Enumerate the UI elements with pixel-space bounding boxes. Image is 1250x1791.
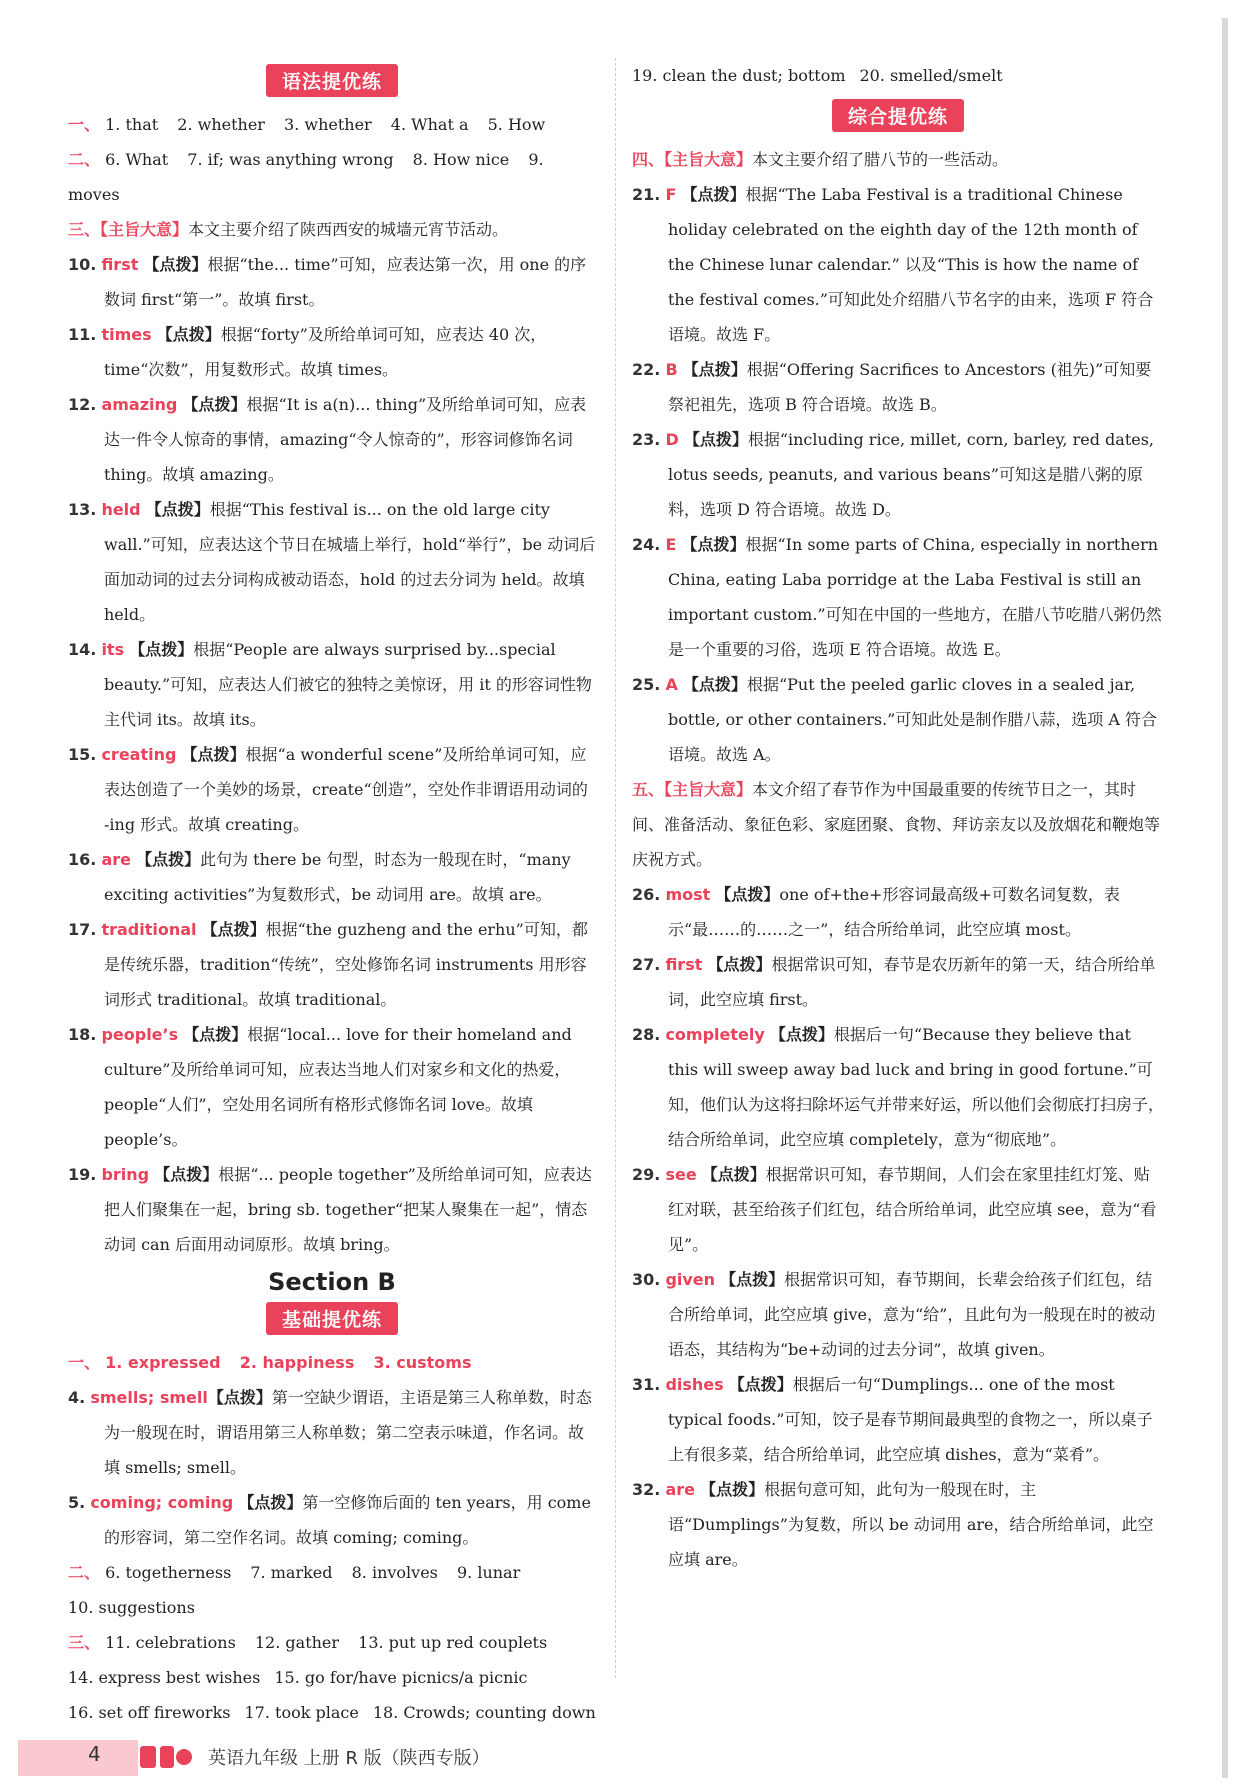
group-2: 二、 6. What 7. if; was anything wrong 8. How nice 9. moves	[68, 150, 544, 204]
page-edge	[1222, 18, 1228, 1778]
answer-15: 15. creating 【点拨】根据“a wonderful scene”及所给单词可知，应表达创造了一个美妙的场景，create“创造”，空处作非谓语用动词的 -ing 形式。故填 creating。	[68, 745, 588, 834]
answer-16: 16. are 【点拨】此句为 there be 句型，时态为一般现在时，“many exciting activities”为复数形式，be 动词用 are。故填 are。	[68, 850, 571, 904]
answer-18: 18. people’s 【点拨】根据“local... love for their homeland and culture”及所给单词可知，应表达当地人们对家乡和文化的热爱，people“人们”，空处用名词所有格形式修饰名词 love。故填 people’s。	[68, 1025, 572, 1149]
group-3-summary: 三、【主旨大意】本文主要介绍了陕西西安的城墙元宵节活动。	[68, 220, 509, 239]
basic-group-1: 一、 1. expressed 2. happiness 3. customs	[68, 1353, 472, 1372]
answer-25: 25. A 【点拨】根据“Put the peeled garlic cloves in a sealed jar, bottle, or other containers.”可知此处是制作腊八蒜，选项 A 符合语境。故选 A。	[632, 675, 1158, 764]
answer-32: 32. are 【点拨】根据句意可知，此句为一般现在时，主语“Dumplings”为复数，所以 be 动词用 are，结合所给单词，此空应填 are。	[632, 1480, 1154, 1569]
left-column	[68, 58, 596, 1730]
section-b-title: Section B	[268, 1268, 396, 1296]
answer-27: 27. first 【点拨】根据常识可知，春节是农历新年的第一天，结合所给单词，此空应填 first。	[632, 955, 1156, 1009]
page-number: 4	[88, 1742, 101, 1766]
basic-group-3b: 14. express best wishes 15. go for/have picnics/a picnic	[68, 1668, 528, 1687]
banner-grammar: 语法提优练	[266, 64, 398, 97]
answer-17: 17. traditional 【点拨】根据“the guzheng and the erhu”可知，都是传统乐器，tradition“传统”，空处修饰名词 instruments 用形容词形式 traditional。故填 traditional。	[68, 920, 588, 1009]
page-footer	[18, 1740, 538, 1776]
basic-group-2b: 10. suggestions	[68, 1598, 195, 1617]
answer-24: 24. E 【点拨】根据“In some parts of China, especially in northern China, eating Laba porridge at the Laba Festival is still an important custom.”可知在中国的一些地方，在腊八节吃腊八粥仍然是一个重要的习俗，选项 E 符合语境。故选 E。	[632, 535, 1162, 659]
group-4-summary: 四、【主旨大意】本文主要介绍了腊八节的一些活动。	[632, 150, 1009, 169]
answer-30: 30. given 【点拨】根据常识可知，春节期间，长辈会给孩子们红包，结合所给单词，此空应填 give，意为“给”，且此句为一般现在时的被动语态，其结构为“be+动词的过去分词”，故填 given。	[632, 1270, 1156, 1359]
banner-basic: 基础提优练	[266, 1302, 398, 1335]
page-number-tab	[18, 1740, 138, 1776]
answer-31: 31. dishes 【点拨】根据后一句“Dumplings... one of the most typical foods.”可知，饺子是春节期间最典型的食物之一，所以桌子上有很多菜，结合所给单词，此空应填 dishes，意为“菜肴”。	[632, 1375, 1153, 1464]
answer-11: 11. times 【点拨】根据“forty”及所给单词可知，应表达 40 次，time“次数”，用复数形式。故填 times。	[68, 325, 547, 379]
answer-12: 12. amazing 【点拨】根据“It is a(n)... thing”及所给单词可知，应表达一件令人惊奇的事情，amazing“令人惊奇的”，形容词修饰名词 thing。故填 amazing。	[68, 395, 587, 484]
answer-26: 26. most 【点拨】one of+the+形容词最高级+可数名词复数，表示“最……的……之一”，结合所给单词，此空应填 most。	[632, 885, 1120, 939]
basic-answer-4: 4. smells; smell【点拨】第一空缺少谓语，主语是第三人称单数，时态为一般现在时，谓语用第三人称单数；第二空表示味道，作名词。故填 smells; smell。	[68, 1388, 592, 1477]
group-1: 一、 1. that 2. whether 3. whether 4. What a 5. How	[68, 115, 546, 134]
answer-21: 21. F 【点拨】根据“The Laba Festival is a traditional Chinese holiday celebrated on the eighth day of the 12th month of the Chinese lunar calendar.” 以及“This is how the name of the festival comes.”可知此处介绍腊八节名字的由来，选项 F 符合语境。故选 F。	[632, 185, 1154, 344]
column-divider	[615, 58, 616, 1678]
answers-19-20: 19. clean the dust; bottom 20. smelled/smelt	[632, 66, 1003, 85]
footer-book-title: 英语九年级 上册 R 版（陕西专版）	[208, 1748, 490, 1769]
banner-comprehensive: 综合提优练	[832, 99, 964, 132]
publisher-logo-icon	[136, 1740, 196, 1774]
basic-group-3: 三、 11. celebrations 12. gather 13. put up red couplets	[68, 1633, 548, 1652]
answer-10: 10. first 【点拨】根据“the... time”可知，应表达第一次，用 one 的序数词 first“第一”。故填 first。	[68, 255, 587, 309]
group-5-summary: 五、【主旨大意】本文介绍了春节作为中国最重要的传统节日之一，其时间、准备活动、象征色彩、家庭团聚、食物、拜访亲友以及放烟花和鞭炮等庆祝方式。	[632, 780, 1161, 869]
answer-28: 28. completely 【点拨】根据后一句“Because they believe that this will sweep away bad luck and bring in good fortune.”可知，他们认为这将扫除坏运气并带来好运，所以他们会彻底打扫房子，结合所给单词，此空应填 completely，意为“彻底地”。	[632, 1025, 1165, 1149]
right-column	[632, 58, 1164, 1577]
answer-13: 13. held 【点拨】根据“This festival is... on the old large city wall.”可知，应表达这个节日在城墙上举行，hold“举行”，be 动词后面加动词的过去分词构成被动语态，hold 的过去分词为 held。故填 held。	[68, 500, 596, 624]
basic-group-3c: 16. set off fireworks 17. took place 18. Crowds; counting down	[68, 1703, 596, 1722]
answer-29: 29. see 【点拨】根据常识可知，春节期间，人们会在家里挂红灯笼、贴红对联，甚至给孩子们红包，结合所给单词，此空应填 see，意为“看见”。	[632, 1165, 1157, 1254]
answer-22: 22. B 【点拨】根据“Offering Sacrifices to Ancestors (祖先)”可知要祭祀祖先，选项 B 符合语境。故选 B。	[632, 360, 1152, 414]
answer-23: 23. D 【点拨】根据“including rice, millet, corn, barley, red dates, lotus seeds, peanuts, and various beans”可知这是腊八粥的原料，选项 D 符合语境。故选 D。	[632, 430, 1155, 519]
answer-19: 19. bring 【点拨】根据“... people together”及所给单词可知，应表达把人们聚集在一起，bring sb. together“把某人聚集在一起”，情态动词 can 后面用动词原形。故填 bring。	[68, 1165, 592, 1254]
answer-14: 14. its 【点拨】根据“People are always surprised by...special beauty.”可知，应表达人们被它的独特之美惊讶，用 it 的形容词性物主代词 its。故填 its。	[68, 640, 592, 729]
basic-group-2: 二、 6. togetherness 7. marked 8. involves 9. lunar	[68, 1563, 521, 1582]
basic-answer-5: 5. coming; coming 【点拨】第一空修饰后面的 ten years，用 come 的形容词，第二空作名词。故填 coming; coming。	[68, 1493, 591, 1547]
